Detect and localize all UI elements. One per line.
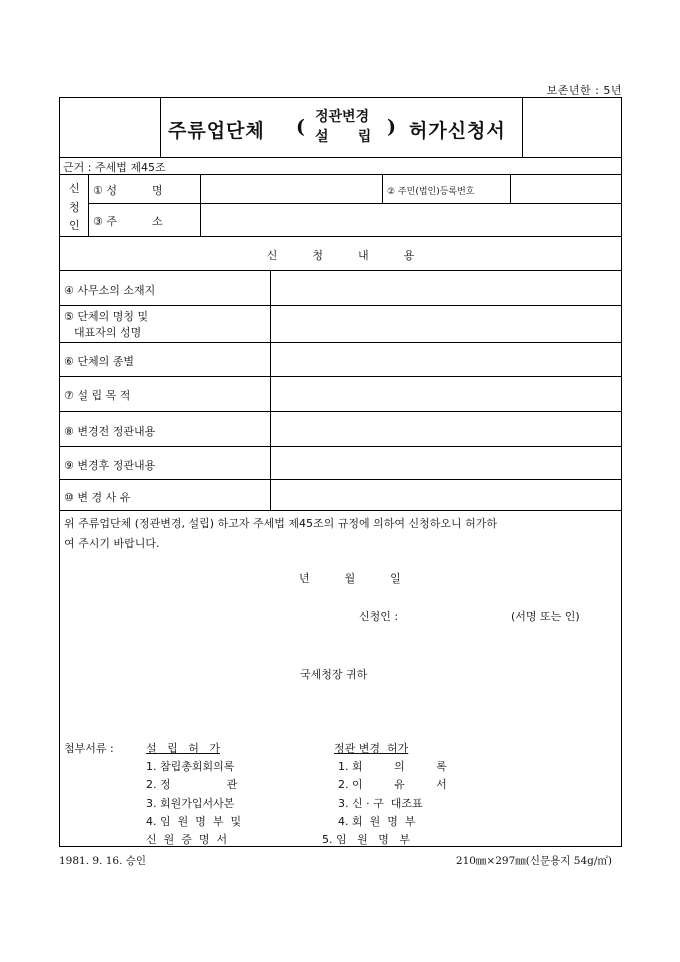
form-title-main: 주류업단체 (168, 120, 265, 142)
registration-number-label: ② 주민(법인)등록번호 (387, 187, 475, 197)
form-title-suffix: 허가신청서 (409, 120, 506, 142)
title-option-establish: 설 립 (315, 129, 372, 145)
divider (510, 174, 511, 203)
date-line: 년 월 일 (299, 572, 401, 585)
divider (88, 203, 621, 204)
applicant-section-label: 신 (69, 182, 80, 195)
divider (60, 446, 621, 447)
application-form (59, 97, 622, 847)
item-before-change: ⑧ 변경전 정관내용 (64, 425, 156, 438)
addressee: 국세청장 귀하 (300, 668, 368, 681)
statement-text: 위 주류업단체 (정관변경, 설립) 하고자 주세법 제45조의 규정에 의하여 신청하오니 허가하 (64, 517, 497, 530)
applicant-section-label: 인 (69, 219, 80, 232)
divider (60, 342, 621, 343)
title-paren-close: ) (387, 116, 396, 138)
divider (60, 305, 621, 306)
change-doc: 3. 신 · 구 대조표 (338, 797, 423, 810)
address-label: ③ 주 소 (93, 215, 163, 228)
establish-doc: 4. 임 원 명 부 및 (146, 815, 242, 828)
change-header: 정관 변경 허가 (334, 742, 409, 755)
divider (60, 236, 621, 237)
change-doc: 5. 임 원 명 부 (322, 833, 410, 846)
statement-text: 여 주시기 바랍니다. (64, 537, 160, 550)
item-change-reason: ⑩ 변 경 사 유 (64, 491, 131, 504)
divider (200, 174, 201, 236)
divider (60, 157, 621, 158)
applicant-section-label: 청 (69, 201, 80, 214)
attachments-label: 첨부서류 : (64, 742, 114, 755)
applicant-sign-label: 신청인 : (359, 610, 399, 623)
change-doc: 4. 회 원 명 부 (338, 815, 416, 828)
establish-doc: 2. 정 관 (146, 778, 238, 791)
item-representative-name: 대표자의 성명 (74, 326, 142, 339)
content-header: 신 청 내 용 (266, 249, 415, 262)
paper-spec: 210㎜×297㎜(신문용지 54g/㎡) (455, 855, 612, 867)
item-org-name: ⑤ 단체의 명칭 및 (64, 310, 149, 323)
item-after-change: ⑨ 변경후 정관내용 (64, 459, 156, 472)
change-doc: 2. 이 유 서 (338, 778, 447, 791)
divider (60, 174, 621, 175)
establish-doc: 1. 참립총회회의록 (146, 760, 235, 773)
legal-basis: 근거 : 주세법 제45조 (63, 161, 166, 174)
item-office-location: ④ 사무소의 소재지 (64, 284, 156, 297)
divider (88, 174, 89, 236)
divider (60, 510, 621, 511)
divider (60, 270, 621, 271)
divider (60, 411, 621, 412)
divider (60, 479, 621, 480)
item-org-type: ⑥ 단체의 종별 (64, 355, 134, 368)
divider (60, 376, 621, 377)
sign-note: (서명 또는 인) (511, 610, 580, 623)
approval-date: 1981. 9. 16. 승인 (59, 855, 147, 867)
retention-period: 보존년한 : 5년 (546, 84, 622, 97)
title-right-divider (522, 98, 523, 157)
title-left-divider (160, 98, 161, 157)
establish-doc: 신 원 증 명 서 (146, 833, 228, 846)
establish-doc: 3. 회원가입서사본 (146, 797, 235, 810)
item-purpose: ⑦ 설 립 목 적 (64, 389, 131, 402)
change-doc: 1. 회 의 록 (338, 760, 447, 773)
establish-header: 설 립 허 가 (146, 742, 220, 755)
title-paren-open: ( (296, 116, 305, 138)
name-label: ① 성 명 (93, 184, 163, 197)
title-option-change: 정관변경 (315, 109, 370, 125)
divider (382, 174, 383, 203)
divider (270, 270, 271, 510)
